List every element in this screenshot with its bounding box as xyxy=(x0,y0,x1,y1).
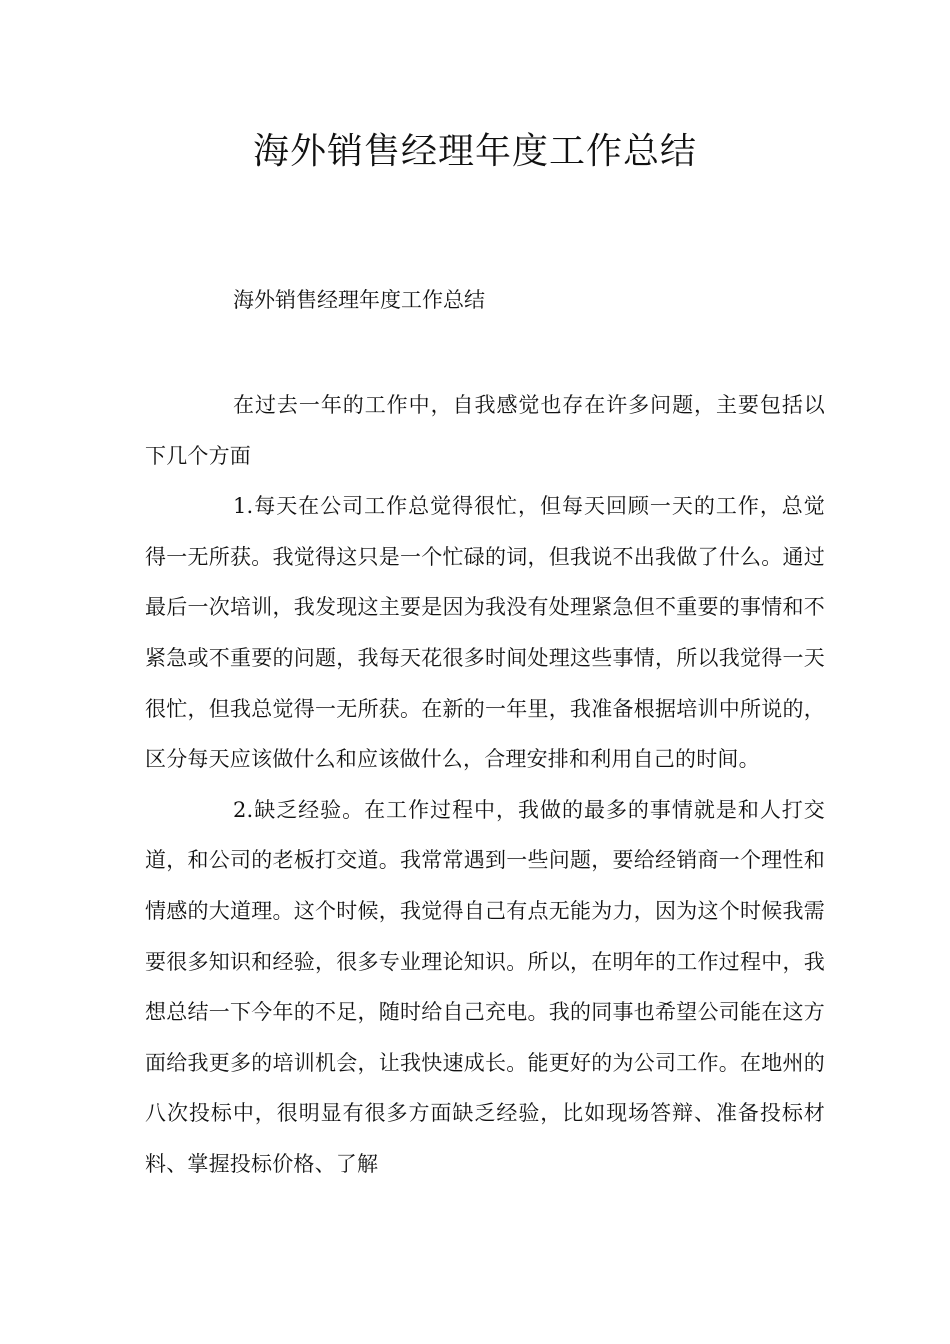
paragraph-point-1: 1.每天在公司工作总觉得很忙，但每天回顾一天的工作，总觉得一无所获。我觉得这只是一个忙碌的词，但我说不出我做了什么。通过最后一次培训，我发现这主要是因为我没有处理紧急但不重要的事情和不紧急或不重要的问题，我每天花很多时间处理这些事情，所以我觉得一天很忙，但我总觉得一无所获。在新的一年里，我准备根据培训中所说的，区分每天应该做什么和应该做什么，合理安排和利用自己的时间。 xyxy=(145,494,825,772)
paragraph-intro: 在过去一年的工作中，自我感觉也存在许多问题，主要包括以下几个方面 xyxy=(145,393,825,468)
document-subtitle: 海外销售经理年度工作总结 xyxy=(233,288,485,312)
paragraph-point-2: 2.缺乏经验。在工作过程中，我做的最多的事情就是和人打交道，和公司的老板打交道。我常常遇到一些问题，要给经销商一个理性和情感的大道理。这个时候，我觉得自己有点无能为力，因为这个时候我需要很多知识和经验，很多专业理论知识。所以，在明年的工作过程中，我想总结一下今年的不足，随时给自己充电。我的同事也希望公司能在这方面给我更多的培训机会，让我快速成长。能更好的为公司工作。在地州的八次投标中，很明显有很多方面缺乏经验，比如现场答辩、准备投标材料、掌握投标价格、了解 xyxy=(145,797,825,1176)
document-body xyxy=(145,380,825,1190)
document-title: 海外销售经理年度工作总结 xyxy=(252,131,697,172)
